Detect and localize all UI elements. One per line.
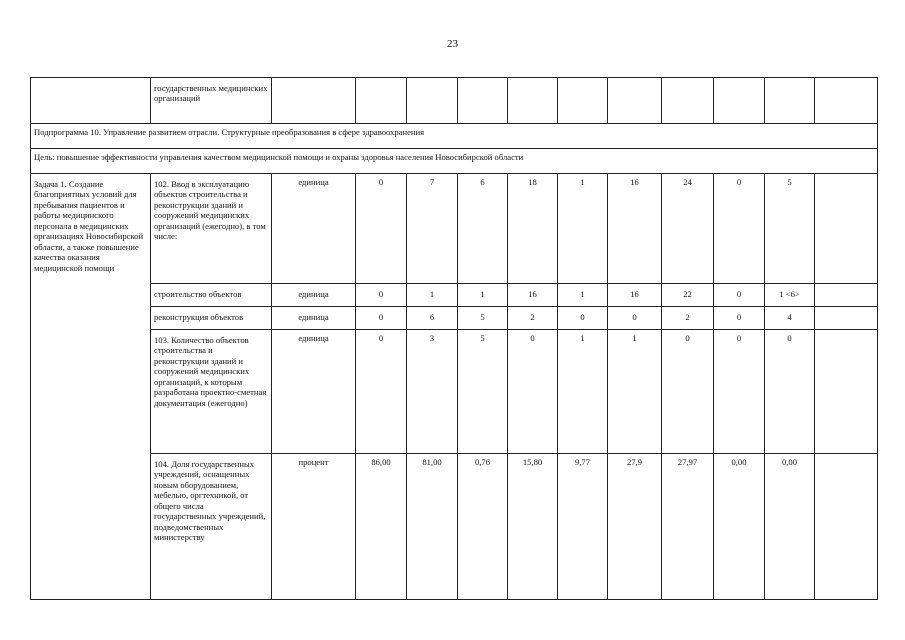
indicator-name-cell: реконструкция объектов (151, 307, 272, 330)
value-cell: 16 (608, 284, 662, 307)
value-cell: 9,77 (558, 454, 608, 600)
value-cell: 1 (558, 284, 608, 307)
unit-cell: единица (272, 307, 356, 330)
value-cell: 1 (558, 330, 608, 454)
indicators-table (30, 77, 878, 600)
value-cell: 5 (765, 174, 815, 284)
value-cell: 1 (458, 284, 508, 307)
value-cell: 0 (558, 307, 608, 330)
indicator-name-cell: 103. Количество объектов строительства и реконструкции зданий и сооружений медицинских организаций, к которым разработана проектно-сметная документация (ежегодно) (151, 330, 272, 454)
value-cell: 0 (608, 307, 662, 330)
goal-title: Цель: повышение эффективности управления качеством медицинской помощи и охраны здоровья населения Новосибирской области (31, 149, 878, 174)
page-number: 23 (447, 38, 458, 50)
value-cell: 81,00 (407, 454, 458, 600)
table-row-construction (31, 284, 878, 307)
unit-cell: единица (272, 284, 356, 307)
value-cell: 1 (558, 174, 608, 284)
value-cell: 27,97 (662, 454, 714, 600)
value-cell: 2 (662, 307, 714, 330)
value-cell: 0,00 (714, 454, 765, 600)
value-cell: 15,80 (508, 454, 558, 600)
value-cell: 6 (407, 307, 458, 330)
value-cell: 0 (714, 174, 765, 284)
value-cell: 6 (458, 174, 508, 284)
unit-cell: единица (272, 330, 356, 454)
value-cell: 86,00 (356, 454, 407, 600)
value-cell: 0 (662, 330, 714, 454)
indicator-name-cell: 102. Ввод в эксплуатацию объектов строительства и реконструкции зданий и сооружений медицинских организаций (ежегодно), в том числе: (151, 174, 272, 284)
unit-cell: процент (272, 454, 356, 600)
value-cell: 0 (714, 284, 765, 307)
goal-row (31, 149, 878, 174)
value-cell: 0 (765, 330, 815, 454)
value-cell: 0 (356, 284, 407, 307)
subprogram-row (31, 124, 878, 149)
value-cell: 4 (765, 307, 815, 330)
value-cell: 1 (608, 330, 662, 454)
value-cell: 0 (356, 330, 407, 454)
indicator-name-cell: государственных медицинских организаций (151, 78, 272, 124)
table-row-reconstruction (31, 307, 878, 330)
value-cell: 0 (356, 174, 407, 284)
value-cell: 1 (407, 284, 458, 307)
subprogram-title: Подпрограмма 10. Управление развитием отрасли. Структурные преобразования в сфере здравоохранения (31, 124, 878, 149)
indicator-name-cell: строительство объектов (151, 284, 272, 307)
value-cell: 0,00 (765, 454, 815, 600)
indicator-name-cell: 104. Доля государственных учреждений, оснащенных новым оборудованием, мебелью, оргтехникой, от общего числа государственных учреждений, подведомственных министерству (151, 454, 272, 600)
value-cell: 22 (662, 284, 714, 307)
value-cell: 3 (407, 330, 458, 454)
unit-cell: единица (272, 174, 356, 284)
value-cell: 5 (458, 330, 508, 454)
value-cell: 2 (508, 307, 558, 330)
value-cell: 24 (662, 174, 714, 284)
table-row-102 (31, 174, 878, 284)
value-cell: 0 (508, 330, 558, 454)
value-cell: 0,76 (458, 454, 508, 600)
value-cell: 0 (714, 330, 765, 454)
table-row-continuation (31, 78, 878, 124)
task-cell: Задача 1. Создание благоприятных условий для пребывания пациентов и работы медицинского персонала в медицинских организациях Новосибирской области, а также повышение качества оказания медицинской помощи (31, 174, 151, 600)
value-cell: 16 (608, 174, 662, 284)
value-cell: 18 (508, 174, 558, 284)
value-cell: 0 (356, 307, 407, 330)
value-cell: 5 (458, 307, 508, 330)
value-cell: 7 (407, 174, 458, 284)
table-row-104 (31, 454, 878, 600)
value-cell: 1 <6> (765, 284, 815, 307)
value-cell: 27,9 (608, 454, 662, 600)
value-cell: 16 (508, 284, 558, 307)
table-row-103 (31, 330, 878, 454)
value-cell: 0 (714, 307, 765, 330)
